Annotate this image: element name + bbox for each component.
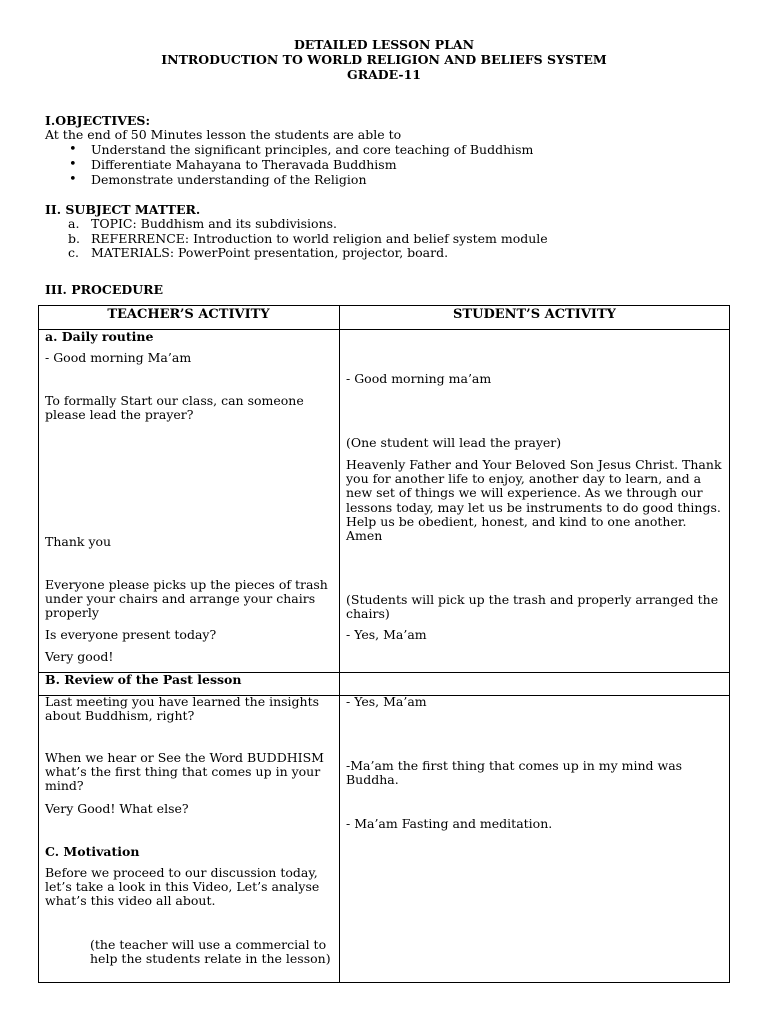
student-line: (One student will lead the prayer) [346,435,562,450]
teacher-line: - Good morning Ma’am [45,350,192,365]
teacher-line: Is everyone present today? [45,627,217,642]
subject-item-text: TOPIC: Buddhism and its subdivisions. [91,216,338,231]
student-line: -Ma’am the first thing that comes up in my mind was Buddha. [346,758,683,788]
student-line: - Ma’am Fasting and meditation. [346,816,553,831]
student-line: - Good morning ma’am [346,371,492,386]
teacher-line: Very Good! What else? [45,801,189,816]
column-header-teacher: TEACHER’S ACTIVITY [107,307,270,322]
teacher-note: (the teacher will use a commercial to help the students relate in the lesson) [90,937,331,967]
procedure-heading: III. PROCEDURE [45,282,164,297]
objective-item: • Differentiate Mahayana to Theravada Buddhism [91,158,397,172]
subject-matter-heading: II. SUBJECT MATTER. [45,202,201,217]
teacher-line: Very good! [45,649,114,664]
objective-item: • Understand the significant principles, and core teaching of Buddhism [91,143,533,157]
subject-item-text: MATERIALS: PowerPoint presentation, projector, board. [91,245,449,260]
student-line: - Yes, Ma’am [346,694,427,709]
teacher-line: Last meeting you have learned the insights about Buddhism, right? [45,694,320,724]
teacher-line: To formally Start our class, can someone please lead the prayer? [45,393,304,423]
teacher-line: Everyone please picks up the pieces of trash under your chairs and arrange your chairs properly [45,577,328,621]
objectives-heading: I.OBJECTIVES: [45,113,151,128]
column-header-student: STUDENT’S ACTIVITY [453,307,616,322]
teacher-line: When we hear or See the Word BUDDHISM what’s the first thing that comes up in your mind? [45,750,324,794]
doc-grade: GRADE-11 [347,67,421,82]
doc-subtitle: INTRODUCTION TO WORLD RELIGION AND BELIEFS SYSTEM [161,52,607,67]
teacher-line: Before we proceed to our discussion today, let’s take a look in this Video, Let’s analyse what’s this video all about. [45,865,320,909]
student-line: (Students will pick up the trash and properly arranged the chairs) [346,592,719,622]
review-heading: B. Review of the Past lesson [45,672,242,687]
objectives-intro: At the end of 50 Minutes lesson the students are able to [45,127,402,142]
subject-item-text: REFERRENCE: Introduction to world religion and belief system module [91,231,548,246]
table-column-divider [339,305,340,983]
subject-item-marker: c. [68,245,79,260]
student-prayer: Heavenly Father and Your Beloved Son Jesus Christ. Thank you for another life to enjoy, another day to learn, and a new set of things we will experience. As we through our lessons today, may let us be instruments to do good things. Help us be obedient, honest, and kind to one another. Amen [346,457,722,544]
objective-item: • Demonstrate understanding of the Religion [91,173,367,187]
doc-title: DETAILED LESSON PLAN [293,37,475,52]
student-line: - Yes, Ma’am [346,627,427,642]
teacher-line: Thank you [45,534,112,549]
subject-item-marker: b. [68,231,80,246]
daily-routine-heading: a. Daily routine [45,329,154,344]
motivation-heading: C. Motivation [45,844,140,859]
subject-item-marker: a. [68,216,80,231]
